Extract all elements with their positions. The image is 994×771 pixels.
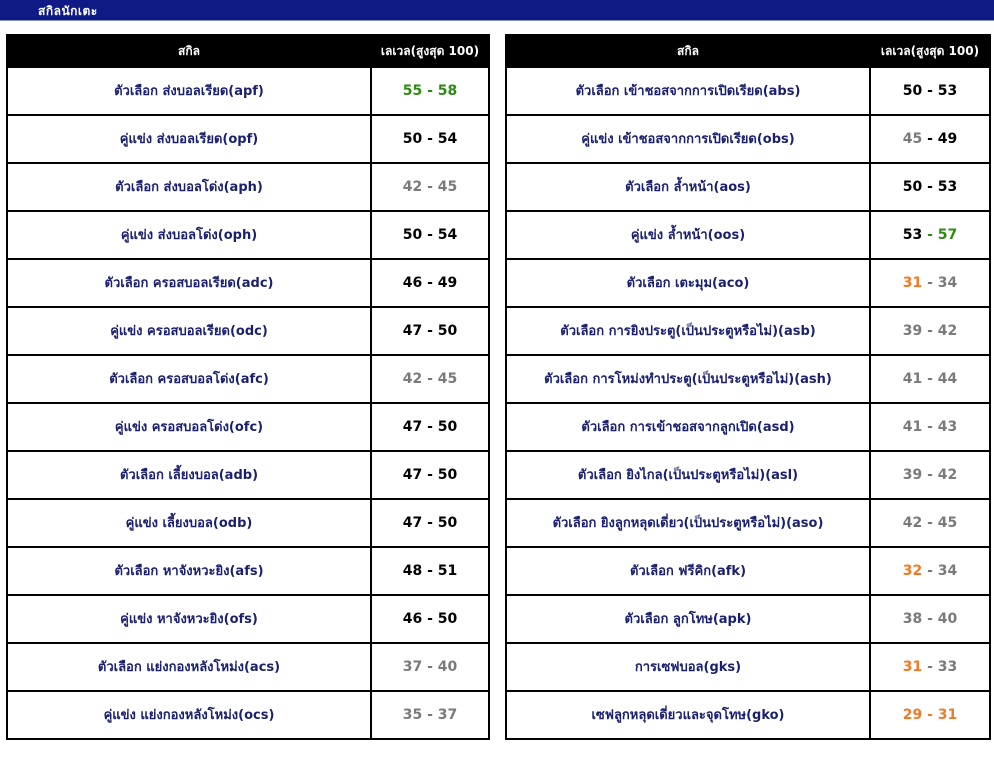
- table-row: [506, 595, 990, 643]
- level-min: 48: [402, 563, 423, 579]
- level-range-separator: -: [422, 611, 438, 627]
- skill-level-range: [371, 211, 489, 259]
- skill-name: คู่แข่ง เข้าชอสจากการเปิดเรียด(obs): [506, 115, 870, 163]
- level-max: 53: [937, 83, 958, 99]
- table-row: [7, 691, 489, 739]
- level-min: 39: [902, 323, 923, 339]
- level-min: 31: [902, 659, 923, 675]
- level-range-separator: -: [422, 131, 438, 147]
- level-max: 57: [937, 227, 958, 243]
- level-max: 50: [437, 515, 458, 531]
- skill-name: ตัวเลือก การยิงประตู(เป็นประตูหรือไม่)(asb): [506, 307, 870, 355]
- level-range-separator: -: [922, 323, 938, 339]
- skill-level-range: [870, 451, 990, 499]
- table-row: [506, 355, 990, 403]
- skill-level-range: [870, 67, 990, 115]
- column-header-skill: สกิล: [506, 35, 870, 67]
- level-min: 50: [402, 131, 423, 147]
- skill-name: ตัวเลือก ฟรีคิก(afk): [506, 547, 870, 595]
- level-max: 50: [437, 611, 458, 627]
- table-row: [506, 307, 990, 355]
- skill-name: ตัวเลือก เลี้ยงบอล(adb): [7, 451, 371, 499]
- level-range-separator: -: [422, 227, 438, 243]
- level-range-separator: -: [422, 515, 438, 531]
- table-header-row: [7, 35, 489, 67]
- level-max: 45: [437, 179, 458, 195]
- level-min: 32: [902, 563, 923, 579]
- level-range-separator: -: [922, 275, 938, 291]
- level-max: 49: [437, 275, 458, 291]
- level-min: 46: [402, 275, 423, 291]
- level-range-separator: -: [922, 467, 938, 483]
- level-range-separator: -: [422, 371, 438, 387]
- level-range-separator: -: [922, 563, 938, 579]
- level-range-separator: -: [922, 83, 938, 99]
- skill-level-range: [371, 595, 489, 643]
- level-max: 54: [437, 131, 458, 147]
- level-max: 34: [937, 275, 958, 291]
- skills-table-right-body: [506, 67, 990, 739]
- table-row: [7, 499, 489, 547]
- level-min: 47: [402, 467, 423, 483]
- skills-table-right: [505, 34, 991, 740]
- level-min: 47: [402, 419, 423, 435]
- skill-level-range: [870, 547, 990, 595]
- level-range-separator: -: [422, 83, 438, 99]
- column-header-level: เลเวล(สูงสุด 100): [870, 35, 990, 67]
- skill-name: คู่แข่ง ล้ำหน้า(oos): [506, 211, 870, 259]
- level-min: 46: [402, 611, 423, 627]
- table-row: [506, 499, 990, 547]
- skill-level-range: [870, 595, 990, 643]
- skill-name: ตัวเลือก ครอสบอลเรียด(adc): [7, 259, 371, 307]
- level-max: 40: [437, 659, 458, 675]
- skill-name: ตัวเลือก ส่งบอลโด่ง(aph): [7, 163, 371, 211]
- skill-level-range: [870, 259, 990, 307]
- skill-name: คู่แข่ง ส่งบอลโด่ง(oph): [7, 211, 371, 259]
- level-max: 50: [437, 467, 458, 483]
- skills-table-left-body: [7, 67, 489, 739]
- level-range-separator: -: [922, 611, 938, 627]
- level-min: 50: [402, 227, 423, 243]
- table-row: [506, 403, 990, 451]
- skill-level-range: [371, 67, 489, 115]
- table-row: [7, 595, 489, 643]
- table-row: [7, 451, 489, 499]
- skill-name: ตัวเลือก เข้าชอสจากการเปิดเรียด(abs): [506, 67, 870, 115]
- level-range-separator: -: [422, 659, 438, 675]
- skill-level-range: [371, 115, 489, 163]
- skill-level-range: [371, 403, 489, 451]
- level-max: 44: [937, 371, 958, 387]
- skill-name: คู่แข่ง ครอสบอลเรียด(odc): [7, 307, 371, 355]
- level-min: 37: [402, 659, 423, 675]
- level-max: 50: [437, 323, 458, 339]
- skill-level-range: [371, 547, 489, 595]
- table-row: [506, 67, 990, 115]
- skill-level-range: [870, 691, 990, 739]
- skill-level-range: [870, 211, 990, 259]
- level-min: 39: [902, 467, 923, 483]
- level-max: 34: [937, 563, 958, 579]
- table-row: [7, 307, 489, 355]
- skill-name: ตัวเลือก การโหม่งทำประตู(เป็นประตูหรือไม่)(ash): [506, 355, 870, 403]
- column-header-level: เลเวล(สูงสุด 100): [371, 35, 489, 67]
- table-row: [506, 259, 990, 307]
- skill-level-range: [371, 259, 489, 307]
- level-range-separator: -: [922, 131, 938, 147]
- level-min: 50: [902, 179, 923, 195]
- level-min: 42: [402, 179, 423, 195]
- table-row: [506, 451, 990, 499]
- skill-level-range: [371, 163, 489, 211]
- level-max: 53: [937, 179, 958, 195]
- skill-name: ตัวเลือก ยิงลูกหลุดเดี่ยว(เป็นประตูหรือไม่)(aso): [506, 499, 870, 547]
- skill-name: คู่แข่ง แย่งกองหลังโหม่ง(ocs): [7, 691, 371, 739]
- table-row: [7, 259, 489, 307]
- level-max: 43: [937, 419, 958, 435]
- level-min: 55: [402, 83, 423, 99]
- level-min: 47: [402, 515, 423, 531]
- level-min: 42: [902, 515, 923, 531]
- level-range-separator: -: [422, 179, 438, 195]
- table-row: [7, 547, 489, 595]
- skill-name: ตัวเลือก แย่งกองหลังโหม่ง(acs): [7, 643, 371, 691]
- level-max: 50: [437, 419, 458, 435]
- level-max: 42: [937, 467, 958, 483]
- table-row: [7, 643, 489, 691]
- skill-level-range: [371, 643, 489, 691]
- level-range-separator: -: [922, 179, 938, 195]
- level-max: 40: [937, 611, 958, 627]
- table-row: [506, 163, 990, 211]
- level-range-separator: -: [422, 419, 438, 435]
- skill-level-range: [870, 499, 990, 547]
- skill-name: เซฟลูกหลุดเดี่ยวและจุดโทษ(gko): [506, 691, 870, 739]
- level-min: 53: [902, 227, 923, 243]
- skill-name: ตัวเลือก หาจังหวะยิง(afs): [7, 547, 371, 595]
- level-min: 38: [902, 611, 923, 627]
- level-max: 42: [937, 323, 958, 339]
- skill-level-range: [371, 451, 489, 499]
- level-max: 31: [937, 707, 958, 723]
- skill-name: คู่แข่ง หาจังหวะยิง(ofs): [7, 595, 371, 643]
- skills-table-left: [6, 34, 490, 740]
- skill-level-range: [371, 691, 489, 739]
- skill-name: คู่แข่ง เลี้ยงบอล(odb): [7, 499, 371, 547]
- level-min: 41: [902, 371, 923, 387]
- level-min: 47: [402, 323, 423, 339]
- level-max: 33: [937, 659, 958, 675]
- level-range-separator: -: [422, 707, 438, 723]
- level-max: 51: [437, 563, 458, 579]
- skill-level-range: [870, 403, 990, 451]
- table-row: [7, 163, 489, 211]
- table-row: [7, 211, 489, 259]
- level-range-separator: -: [922, 227, 938, 243]
- level-min: 42: [402, 371, 423, 387]
- level-min: 31: [902, 275, 923, 291]
- skill-level-range: [371, 499, 489, 547]
- level-min: 50: [902, 83, 923, 99]
- table-header-row: [506, 35, 990, 67]
- level-max: 45: [437, 371, 458, 387]
- table-row: [7, 67, 489, 115]
- skill-name: ตัวเลือก ส่งบอลเรียด(apf): [7, 67, 371, 115]
- table-row: [506, 547, 990, 595]
- level-max: 49: [937, 131, 958, 147]
- skill-level-range: [870, 643, 990, 691]
- skill-level-range: [371, 307, 489, 355]
- level-range-separator: -: [422, 563, 438, 579]
- title-bar: [0, 0, 994, 21]
- skill-name: การเซฟบอล(gks): [506, 643, 870, 691]
- skill-level-range: [371, 355, 489, 403]
- level-range-separator: -: [922, 419, 938, 435]
- skill-name: ตัวเลือก ครอสบอลโด่ง(afc): [7, 355, 371, 403]
- skill-name: คู่แข่ง ส่งบอลเรียด(opf): [7, 115, 371, 163]
- table-row: [506, 691, 990, 739]
- level-max: 45: [937, 515, 958, 531]
- skill-name: คู่แข่ง ครอสบอลโด่ง(ofc): [7, 403, 371, 451]
- level-max: 54: [437, 227, 458, 243]
- level-range-separator: -: [922, 371, 938, 387]
- skill-name: ตัวเลือก เตะมุม(aco): [506, 259, 870, 307]
- skill-name: ตัวเลือก ลูกโทษ(apk): [506, 595, 870, 643]
- level-min: 41: [902, 419, 923, 435]
- table-row: [7, 355, 489, 403]
- table-row: [7, 115, 489, 163]
- skill-name: ตัวเลือก ล้ำหน้า(aos): [506, 163, 870, 211]
- skill-level-range: [870, 307, 990, 355]
- skill-level-range: [870, 163, 990, 211]
- table-row: [7, 403, 489, 451]
- level-max: 58: [437, 83, 458, 99]
- level-min: 29: [902, 707, 923, 723]
- skill-level-range: [870, 355, 990, 403]
- table-row: [506, 211, 990, 259]
- level-range-separator: -: [422, 467, 438, 483]
- column-header-skill: สกิล: [7, 35, 371, 67]
- level-range-separator: -: [922, 515, 938, 531]
- level-max: 37: [437, 707, 458, 723]
- level-range-separator: -: [922, 707, 938, 723]
- skill-level-range: [870, 115, 990, 163]
- table-row: [506, 115, 990, 163]
- level-range-separator: -: [422, 275, 438, 291]
- skill-name: ตัวเลือก ยิงไกล(เป็นประตูหรือไม่)(asl): [506, 451, 870, 499]
- level-min: 45: [902, 131, 923, 147]
- skill-name: ตัวเลือก การเข้าชอสจากลูกเปิด(asd): [506, 403, 870, 451]
- level-range-separator: -: [422, 323, 438, 339]
- table-row: [506, 643, 990, 691]
- page-title: สกิลนักเตะ: [38, 4, 98, 18]
- level-range-separator: -: [922, 659, 938, 675]
- level-min: 35: [402, 707, 423, 723]
